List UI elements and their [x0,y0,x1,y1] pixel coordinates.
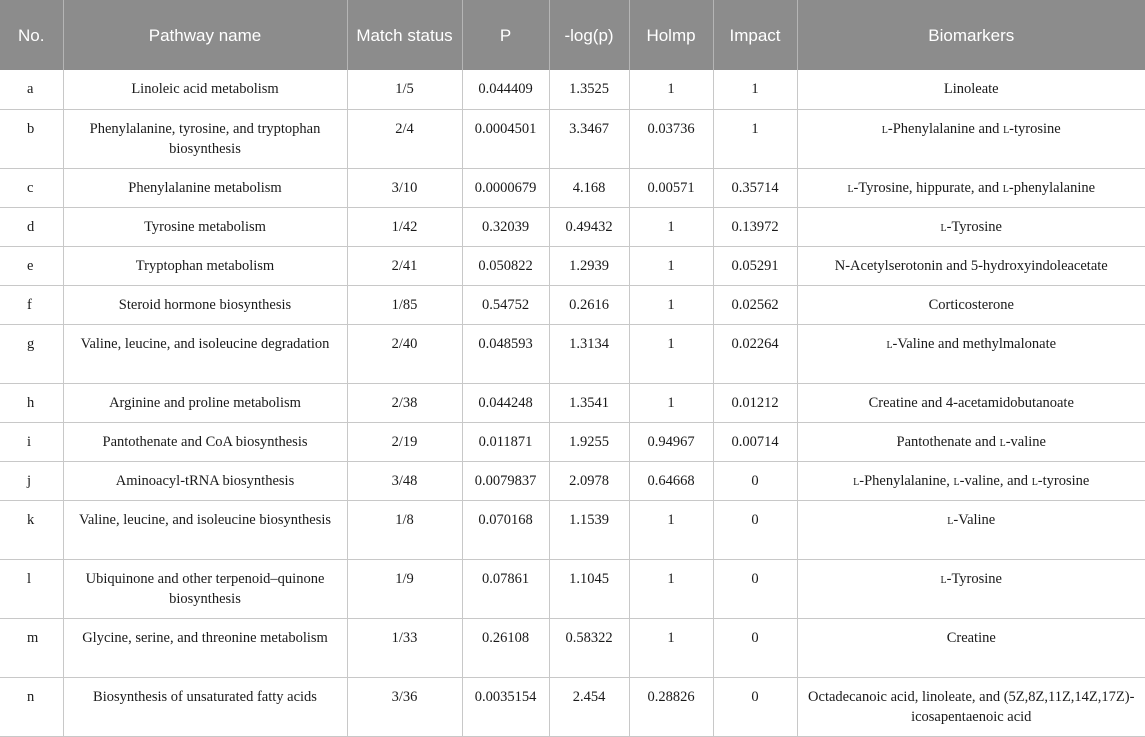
cell-logp: 0.58322 [549,618,629,677]
cell-impact: 1 [713,109,797,168]
cell-p: 0.0000679 [462,168,549,207]
cell-holmp: 1 [629,324,713,383]
cell-pathway: Valine, leucine, and isoleucine degradation [63,324,347,383]
cell-biomarkers: Creatine [797,618,1145,677]
cell-pathway: Arginine and proline metabolism [63,383,347,422]
cell-no: c [0,168,63,207]
cell-match: 3/36 [347,677,462,736]
header-row [0,0,1145,70]
cell-no: l [0,559,63,618]
cell-logp: 1.1539 [549,500,629,559]
cell-biomarkers: l-Tyrosine [797,207,1145,246]
table-row [0,285,1145,324]
cell-logp: 0.49432 [549,207,629,246]
cell-p: 0.0035154 [462,677,549,736]
table-row [0,70,1145,109]
cell-holmp: 0.28826 [629,677,713,736]
cell-impact: 0.13972 [713,207,797,246]
cell-logp: 1.2939 [549,246,629,285]
cell-p: 0.048593 [462,324,549,383]
cell-holmp: 1 [629,246,713,285]
cell-holmp: 1 [629,70,713,109]
cell-no: k [0,500,63,559]
cell-holmp: 1 [629,285,713,324]
cell-p: 0.0079837 [462,461,549,500]
cell-no: b [0,109,63,168]
table-row [0,422,1145,461]
cell-impact: 0.05291 [713,246,797,285]
cell-holmp: 1 [629,207,713,246]
cell-biomarkers: Corticosterone [797,285,1145,324]
cell-impact: 0.02562 [713,285,797,324]
table-row [0,618,1145,677]
header-log-p: -log(p) [549,0,629,70]
cell-impact: 0.00714 [713,422,797,461]
cell-pathway: Linoleic acid metabolism [63,70,347,109]
cell-match: 2/40 [347,324,462,383]
cell-p: 0.050822 [462,246,549,285]
cell-no: h [0,383,63,422]
cell-p: 0.0004501 [462,109,549,168]
cell-no: i [0,422,63,461]
table-row [0,207,1145,246]
table-row [0,500,1145,559]
table-row [0,461,1145,500]
cell-biomarkers: l-Valine [797,500,1145,559]
cell-match: 1/5 [347,70,462,109]
table-row [0,677,1145,736]
header-p: P [462,0,549,70]
table-row [0,324,1145,383]
cell-logp: 4.168 [549,168,629,207]
cell-logp: 1.9255 [549,422,629,461]
cell-holmp: 1 [629,383,713,422]
cell-pathway: Glycine, serine, and threonine metabolism [63,618,347,677]
cell-p: 0.54752 [462,285,549,324]
header-no: No. [0,0,63,70]
cell-logp: 1.1045 [549,559,629,618]
cell-impact: 0 [713,677,797,736]
header-match-status: Match status [347,0,462,70]
cell-match: 3/10 [347,168,462,207]
cell-impact: 1 [713,70,797,109]
cell-logp: 1.3134 [549,324,629,383]
cell-biomarkers: Octadecanoic acid, linoleate, and (5Z,8Z,11Z,14Z,17Z)-icosapentaenoic acid [797,677,1145,736]
cell-no: d [0,207,63,246]
cell-biomarkers: l-Tyrosine [797,559,1145,618]
cell-no: f [0,285,63,324]
cell-biomarkers: l-Valine and methylmalonate [797,324,1145,383]
cell-no: n [0,677,63,736]
cell-impact: 0 [713,559,797,618]
cell-impact: 0 [713,500,797,559]
cell-pathway: Aminoacyl-tRNA biosynthesis [63,461,347,500]
cell-holmp: 0.00571 [629,168,713,207]
cell-logp: 2.454 [549,677,629,736]
cell-biomarkers: Pantothenate and l-valine [797,422,1145,461]
cell-biomarkers: l-Phenylalanine and l-tyrosine [797,109,1145,168]
cell-biomarkers: Linoleate [797,70,1145,109]
cell-match: 3/48 [347,461,462,500]
table-row [0,246,1145,285]
cell-holmp: 1 [629,500,713,559]
cell-logp: 0.2616 [549,285,629,324]
header-pathway-name: Pathway name [63,0,347,70]
cell-match: 1/8 [347,500,462,559]
cell-no: g [0,324,63,383]
cell-match: 2/38 [347,383,462,422]
cell-biomarkers: N-Acetylserotonin and 5-hydroxyindoleacetate [797,246,1145,285]
cell-no: a [0,70,63,109]
cell-logp: 1.3525 [549,70,629,109]
cell-match: 1/33 [347,618,462,677]
cell-pathway: Biosynthesis of unsaturated fatty acids [63,677,347,736]
cell-impact: 0.01212 [713,383,797,422]
cell-impact: 0 [713,461,797,500]
header-holmp: Holmp [629,0,713,70]
cell-no: m [0,618,63,677]
cell-match: 2/41 [347,246,462,285]
cell-p: 0.07861 [462,559,549,618]
table-row [0,168,1145,207]
cell-p: 0.26108 [462,618,549,677]
cell-holmp: 0.03736 [629,109,713,168]
cell-holmp: 1 [629,618,713,677]
cell-p: 0.070168 [462,500,549,559]
cell-biomarkers: Creatine and 4-acetamidobutanoate [797,383,1145,422]
table-row [0,383,1145,422]
cell-pathway: Steroid hormone biosynthesis [63,285,347,324]
cell-p: 0.32039 [462,207,549,246]
cell-p: 0.011871 [462,422,549,461]
header-biomarkers: Biomarkers [797,0,1145,70]
cell-pathway: Pantothenate and CoA biosynthesis [63,422,347,461]
table-row [0,109,1145,168]
cell-pathway: Valine, leucine, and isoleucine biosynthesis [63,500,347,559]
cell-pathway: Tyrosine metabolism [63,207,347,246]
cell-logp: 2.0978 [549,461,629,500]
cell-biomarkers: l-Tyrosine, hippurate, and l-phenylalanine [797,168,1145,207]
cell-pathway: Tryptophan metabolism [63,246,347,285]
cell-p: 0.044248 [462,383,549,422]
cell-match: 2/4 [347,109,462,168]
cell-impact: 0.02264 [713,324,797,383]
cell-logp: 1.3541 [549,383,629,422]
cell-match: 1/9 [347,559,462,618]
cell-pathway: Phenylalanine metabolism [63,168,347,207]
cell-p: 0.044409 [462,70,549,109]
header-impact: Impact [713,0,797,70]
cell-biomarkers: l-Phenylalanine, l-valine, and l-tyrosine [797,461,1145,500]
cell-holmp: 0.94967 [629,422,713,461]
cell-pathway: Ubiquinone and other terpenoid–quinone biosynthesis [63,559,347,618]
cell-holmp: 0.64668 [629,461,713,500]
cell-match: 2/19 [347,422,462,461]
cell-impact: 0.35714 [713,168,797,207]
cell-no: j [0,461,63,500]
cell-impact: 0 [713,618,797,677]
cell-no: e [0,246,63,285]
cell-holmp: 1 [629,559,713,618]
table-row [0,559,1145,618]
cell-match: 1/85 [347,285,462,324]
cell-match: 1/42 [347,207,462,246]
cell-logp: 3.3467 [549,109,629,168]
cell-pathway: Phenylalanine, tyrosine, and tryptophan biosynthesis [63,109,347,168]
